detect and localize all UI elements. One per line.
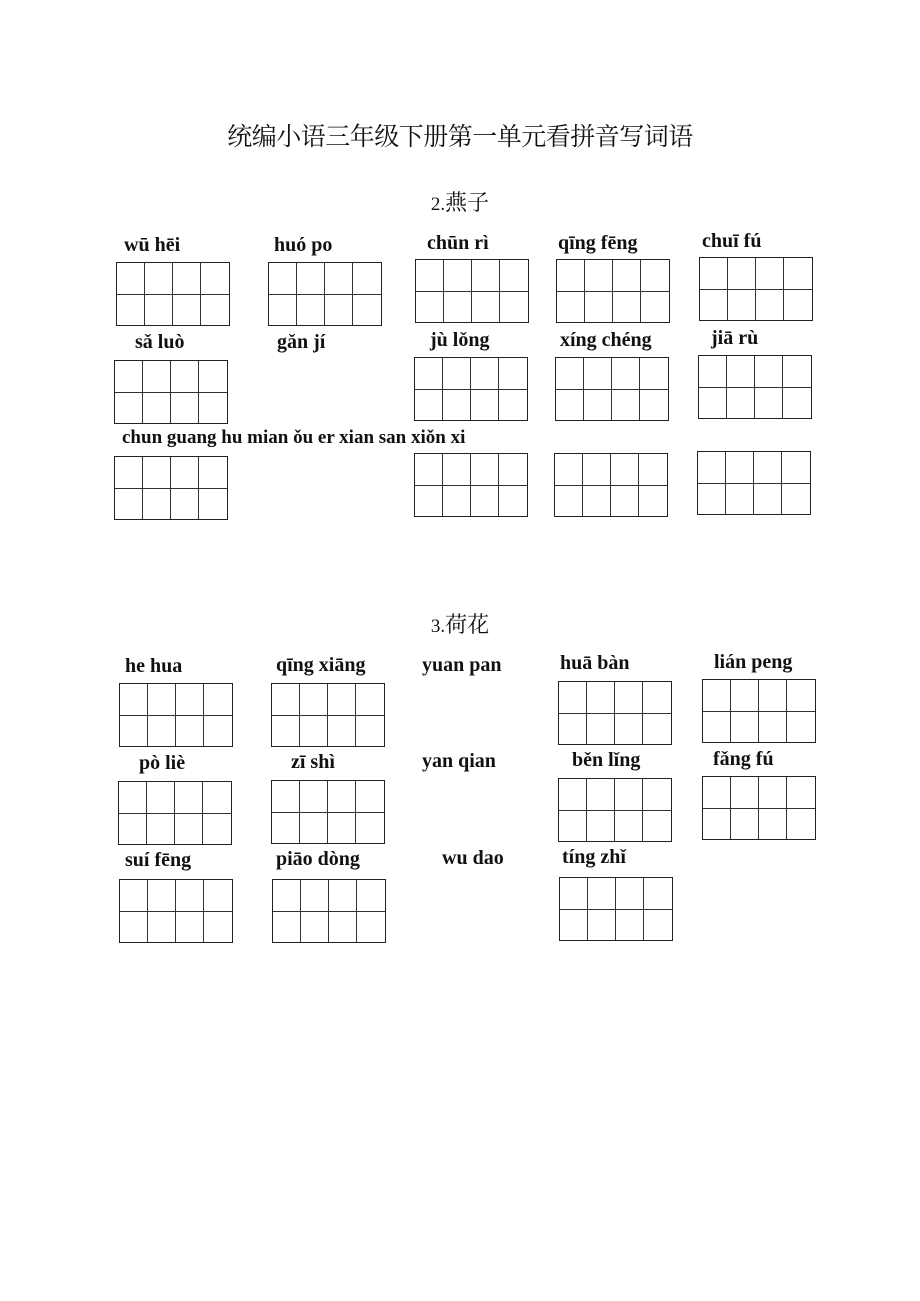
- pinyin-prompt: huā bàn: [560, 652, 630, 674]
- writing-grid[interactable]: [698, 355, 812, 419]
- writing-grid[interactable]: [271, 683, 385, 747]
- pinyin-prompt: he hua: [125, 655, 183, 677]
- pinyin-prompt: xíng chéng: [560, 329, 652, 351]
- writing-grid[interactable]: [556, 259, 670, 323]
- writing-grid[interactable]: [414, 357, 528, 421]
- writing-grid[interactable]: [116, 262, 230, 326]
- pinyin-prompt-line: chun guang hu mian ǒu er xian san xiǒn xi: [122, 427, 466, 448]
- writing-grid[interactable]: [415, 259, 529, 323]
- page-title: 统编小语三年级下册第一单元看拼音写词语: [227, 122, 693, 151]
- writing-grid[interactable]: [699, 257, 813, 321]
- writing-grid[interactable]: [697, 451, 811, 515]
- pinyin-prompt: qīng fēng: [558, 232, 638, 254]
- section-title-lesson-2: [0, 186, 920, 217]
- pinyin-prompt: gǎn jí: [277, 331, 326, 353]
- writing-grid[interactable]: [702, 776, 816, 840]
- writing-grid[interactable]: [119, 683, 233, 747]
- section-name: 荷花: [445, 613, 490, 638]
- writing-grid[interactable]: [554, 453, 668, 517]
- writing-grid[interactable]: [559, 877, 673, 941]
- pinyin-prompt: wū hēi: [124, 234, 181, 256]
- writing-grid[interactable]: [268, 262, 382, 326]
- writing-grid[interactable]: [558, 778, 672, 842]
- writing-grid[interactable]: [414, 453, 528, 517]
- pinyin-prompt: qīng xiāng: [276, 654, 366, 676]
- pinyin-prompt: huó po: [274, 234, 333, 256]
- writing-grid[interactable]: [558, 681, 672, 745]
- pinyin-prompt: suí fēng: [125, 849, 192, 871]
- section-name: 燕子: [445, 191, 490, 216]
- pinyin-prompt: jiā rù: [711, 327, 759, 349]
- writing-grid[interactable]: [272, 879, 386, 943]
- pinyin-prompt: wu dao: [442, 847, 504, 869]
- pinyin-prompt: tíng zhǐ: [562, 846, 626, 868]
- section-number: 3.: [430, 616, 446, 637]
- section-title-lesson-3: [0, 608, 920, 639]
- writing-grid[interactable]: [702, 679, 816, 743]
- pinyin-prompt: jù lǒng: [430, 329, 490, 351]
- pinyin-prompt: lián peng: [714, 651, 793, 673]
- writing-grid[interactable]: [119, 879, 233, 943]
- pinyin-prompt: běn lǐng: [572, 749, 641, 771]
- writing-grid[interactable]: [118, 781, 232, 845]
- pinyin-prompt: pò liè: [139, 752, 186, 774]
- writing-grid[interactable]: [555, 357, 669, 421]
- pinyin-prompt: chuī fú: [702, 230, 762, 252]
- section-number: 2.: [430, 194, 446, 215]
- pinyin-prompt: sǎ luò: [135, 331, 185, 353]
- writing-grid[interactable]: [114, 360, 228, 424]
- writing-grid[interactable]: [271, 780, 385, 844]
- pinyin-prompt: yan qian: [422, 750, 496, 772]
- pinyin-prompt: piāo dòng: [276, 848, 360, 870]
- pinyin-prompt: fǎng fú: [713, 748, 774, 770]
- pinyin-prompt: yuan pan: [422, 654, 502, 676]
- pinyin-prompt: zī shì: [291, 751, 335, 773]
- writing-grid[interactable]: [114, 456, 228, 520]
- pinyin-prompt: chūn rì: [427, 232, 489, 254]
